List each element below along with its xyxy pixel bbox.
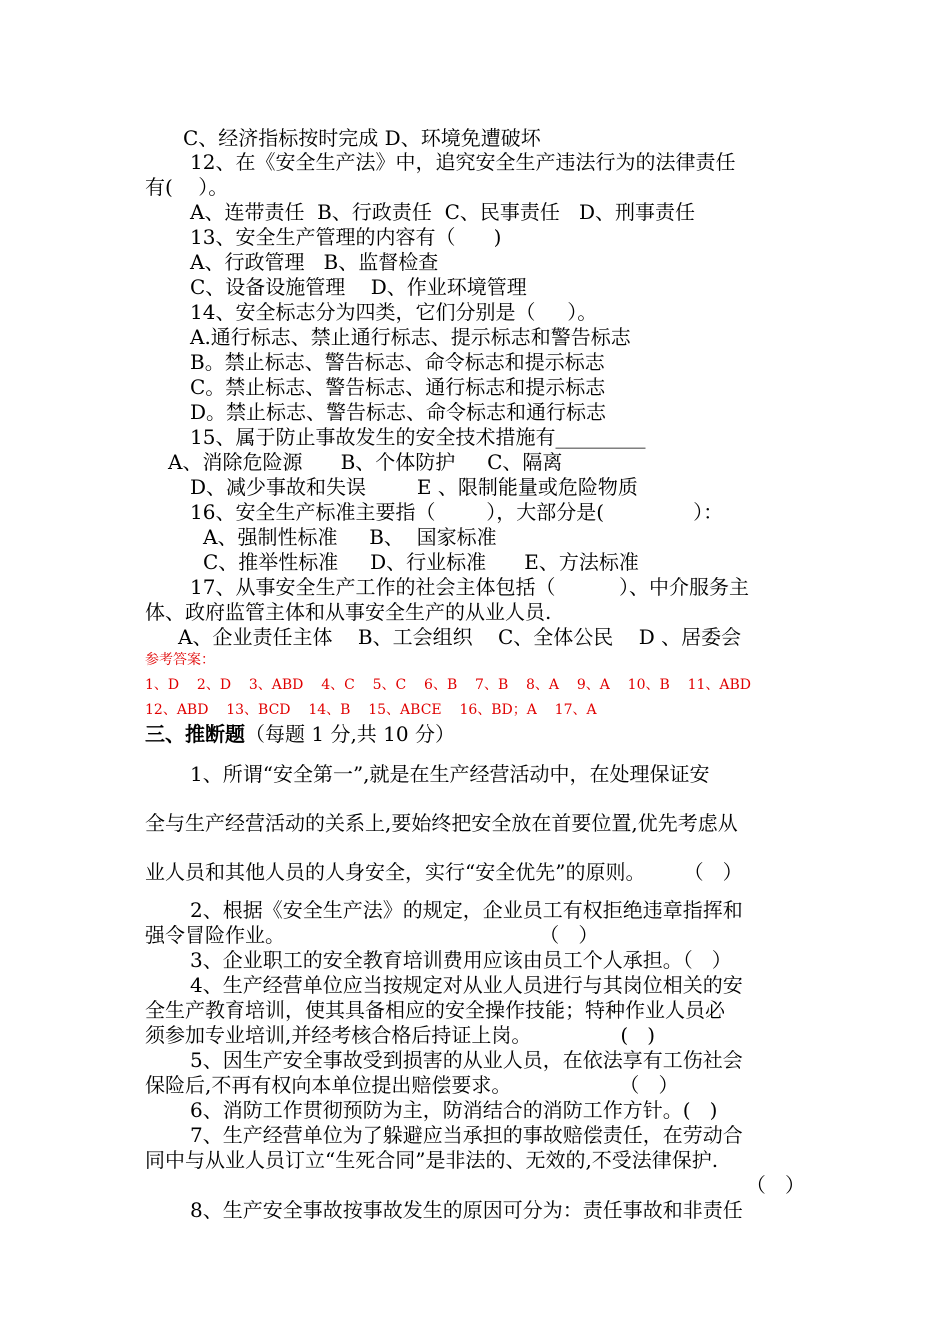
judge4-line2: 全生产教育培训，使其具备相应的安全操作技能；特种作业人员必 — [145, 998, 725, 1022]
judge4-line3: 须参加专业培训,并经考核合格后持证上岗。 ( ) — [145, 1023, 656, 1047]
judge1-line3: 业人员和其他人员的人身安全，实行“安全优先”的原则。 （ ） — [145, 860, 743, 884]
section3-note: （每题 1 分,共 10 分） — [245, 722, 455, 746]
q16-stem: 16、安全生产标准主要指（ ），大部分是( ）： — [190, 500, 724, 524]
q14-option-a: A.通行标志、禁止通行标志、提示标志和警告标志 — [190, 325, 631, 349]
judge3: 3、企业职工的安全教育培训费用应该由员工个人承担。（ ） — [190, 948, 732, 972]
section3-heading — [145, 722, 455, 747]
judge8-line1: 8、生产安全事故按事故发生的原因可分为：责任事故和非责任 — [190, 1198, 743, 1222]
answer-key-line2: 12、ABD 13、BCD 14、B 15、ABCE 16、BD；A 17、A — [145, 702, 597, 718]
q11-tail-options: C、经济指标按时完成 D、环境免遭破坏 — [183, 126, 541, 150]
q15-stem: 15、属于防止事故发生的安全技术措施有_________ — [190, 425, 646, 449]
q15-options-line1: A、消除危险源 B、个体防护 C、隔离 — [168, 450, 563, 474]
q15-options-line2: D、减少事故和失误 E 、限制能量或危险物质 — [190, 475, 638, 499]
judge1-line2: 全与生产经营活动的关系上,要始终把安全放在首要位置,优先考虑从 — [145, 811, 738, 835]
q17-stem-line1: 17、从事安全生产工作的社会主体包括（ ）、中介服务主 — [190, 575, 750, 599]
q14-stem: 14、安全标志分为四类，它们分别是（ ）。 — [190, 300, 598, 324]
q12-stem-line2: 有( ）。 — [145, 175, 229, 199]
judge1-line1: 1、所谓“安全第一”,就是在生产经营活动中，在处理保证安 — [190, 762, 710, 786]
q13-options-line1: A、行政管理 B、监督检查 — [190, 250, 439, 274]
judge7-line1: 7、生产经营单位为了躲避应当承担的事故赔偿责任，在劳动合 — [190, 1123, 743, 1147]
q16-options-line2: C、推举性标准 D、行业标准 E、方法标准 — [203, 550, 639, 574]
judge5-line1: 5、因生产安全事故受到损害的从业人员，在依法享有工伤社会 — [190, 1048, 743, 1072]
q17-options: A、企业责任主体 B、工会组织 C、全体公民 D 、居委会 — [178, 625, 742, 649]
q13-stem: 13、安全生产管理的内容有（ ) — [190, 225, 502, 249]
answer-key-line1: 1、D 2、D 3、ABD 4、C 5、C 6、B 7、B 8、A 9、A 10、B 11、ABD — [145, 677, 752, 693]
judge7-line3: （ ） — [745, 1173, 805, 1197]
judge4-line1: 4、生产经营单位应当按规定对从业人员进行与其岗位相关的安 — [190, 973, 743, 997]
q17-stem-line2: 体、政府监管主体和从事安全生产的从业人员. — [145, 600, 552, 624]
judge2-line2: 强令冒险作业。 （ ） — [145, 923, 599, 947]
section3-title: 三、推断题 — [145, 722, 245, 746]
q12-options: A、连带责任 B、行政责任 C、民事责任 D、刑事责任 — [190, 200, 695, 224]
q16-options-line1: A、强制性标准 B、 国家标准 — [203, 525, 497, 549]
q14-option-b: B。禁止标志、警告标志、命令标志和提示标志 — [190, 350, 605, 374]
q13-options-line2: C、设备设施管理 D、作业环境管理 — [190, 275, 527, 299]
judge6: 6、消防工作贯彻预防为主，防消结合的消防工作方针。( ) — [190, 1098, 718, 1122]
answer-key-label: 参考答案： — [145, 652, 215, 668]
judge5-line2: 保险后,不再有权向本单位提出赔偿要求。 （ ） — [145, 1073, 679, 1097]
judge2-line1: 2、根据《安全生产法》的规定，企业员工有权拒绝违章指挥和 — [190, 898, 743, 922]
judge7-line2: 同中与从业人员订立“生死合同”是非法的、无效的,不受法律保护. — [145, 1148, 719, 1172]
q12-stem-line1: 12、在《安全生产法》中，追究安全生产违法行为的法律责任 — [190, 150, 736, 174]
q14-option-c: C。禁止标志、警告标志、通行标志和提示标志 — [190, 375, 606, 399]
q14-option-d: D。禁止标志、警告标志、命令标志和通行标志 — [190, 400, 607, 424]
